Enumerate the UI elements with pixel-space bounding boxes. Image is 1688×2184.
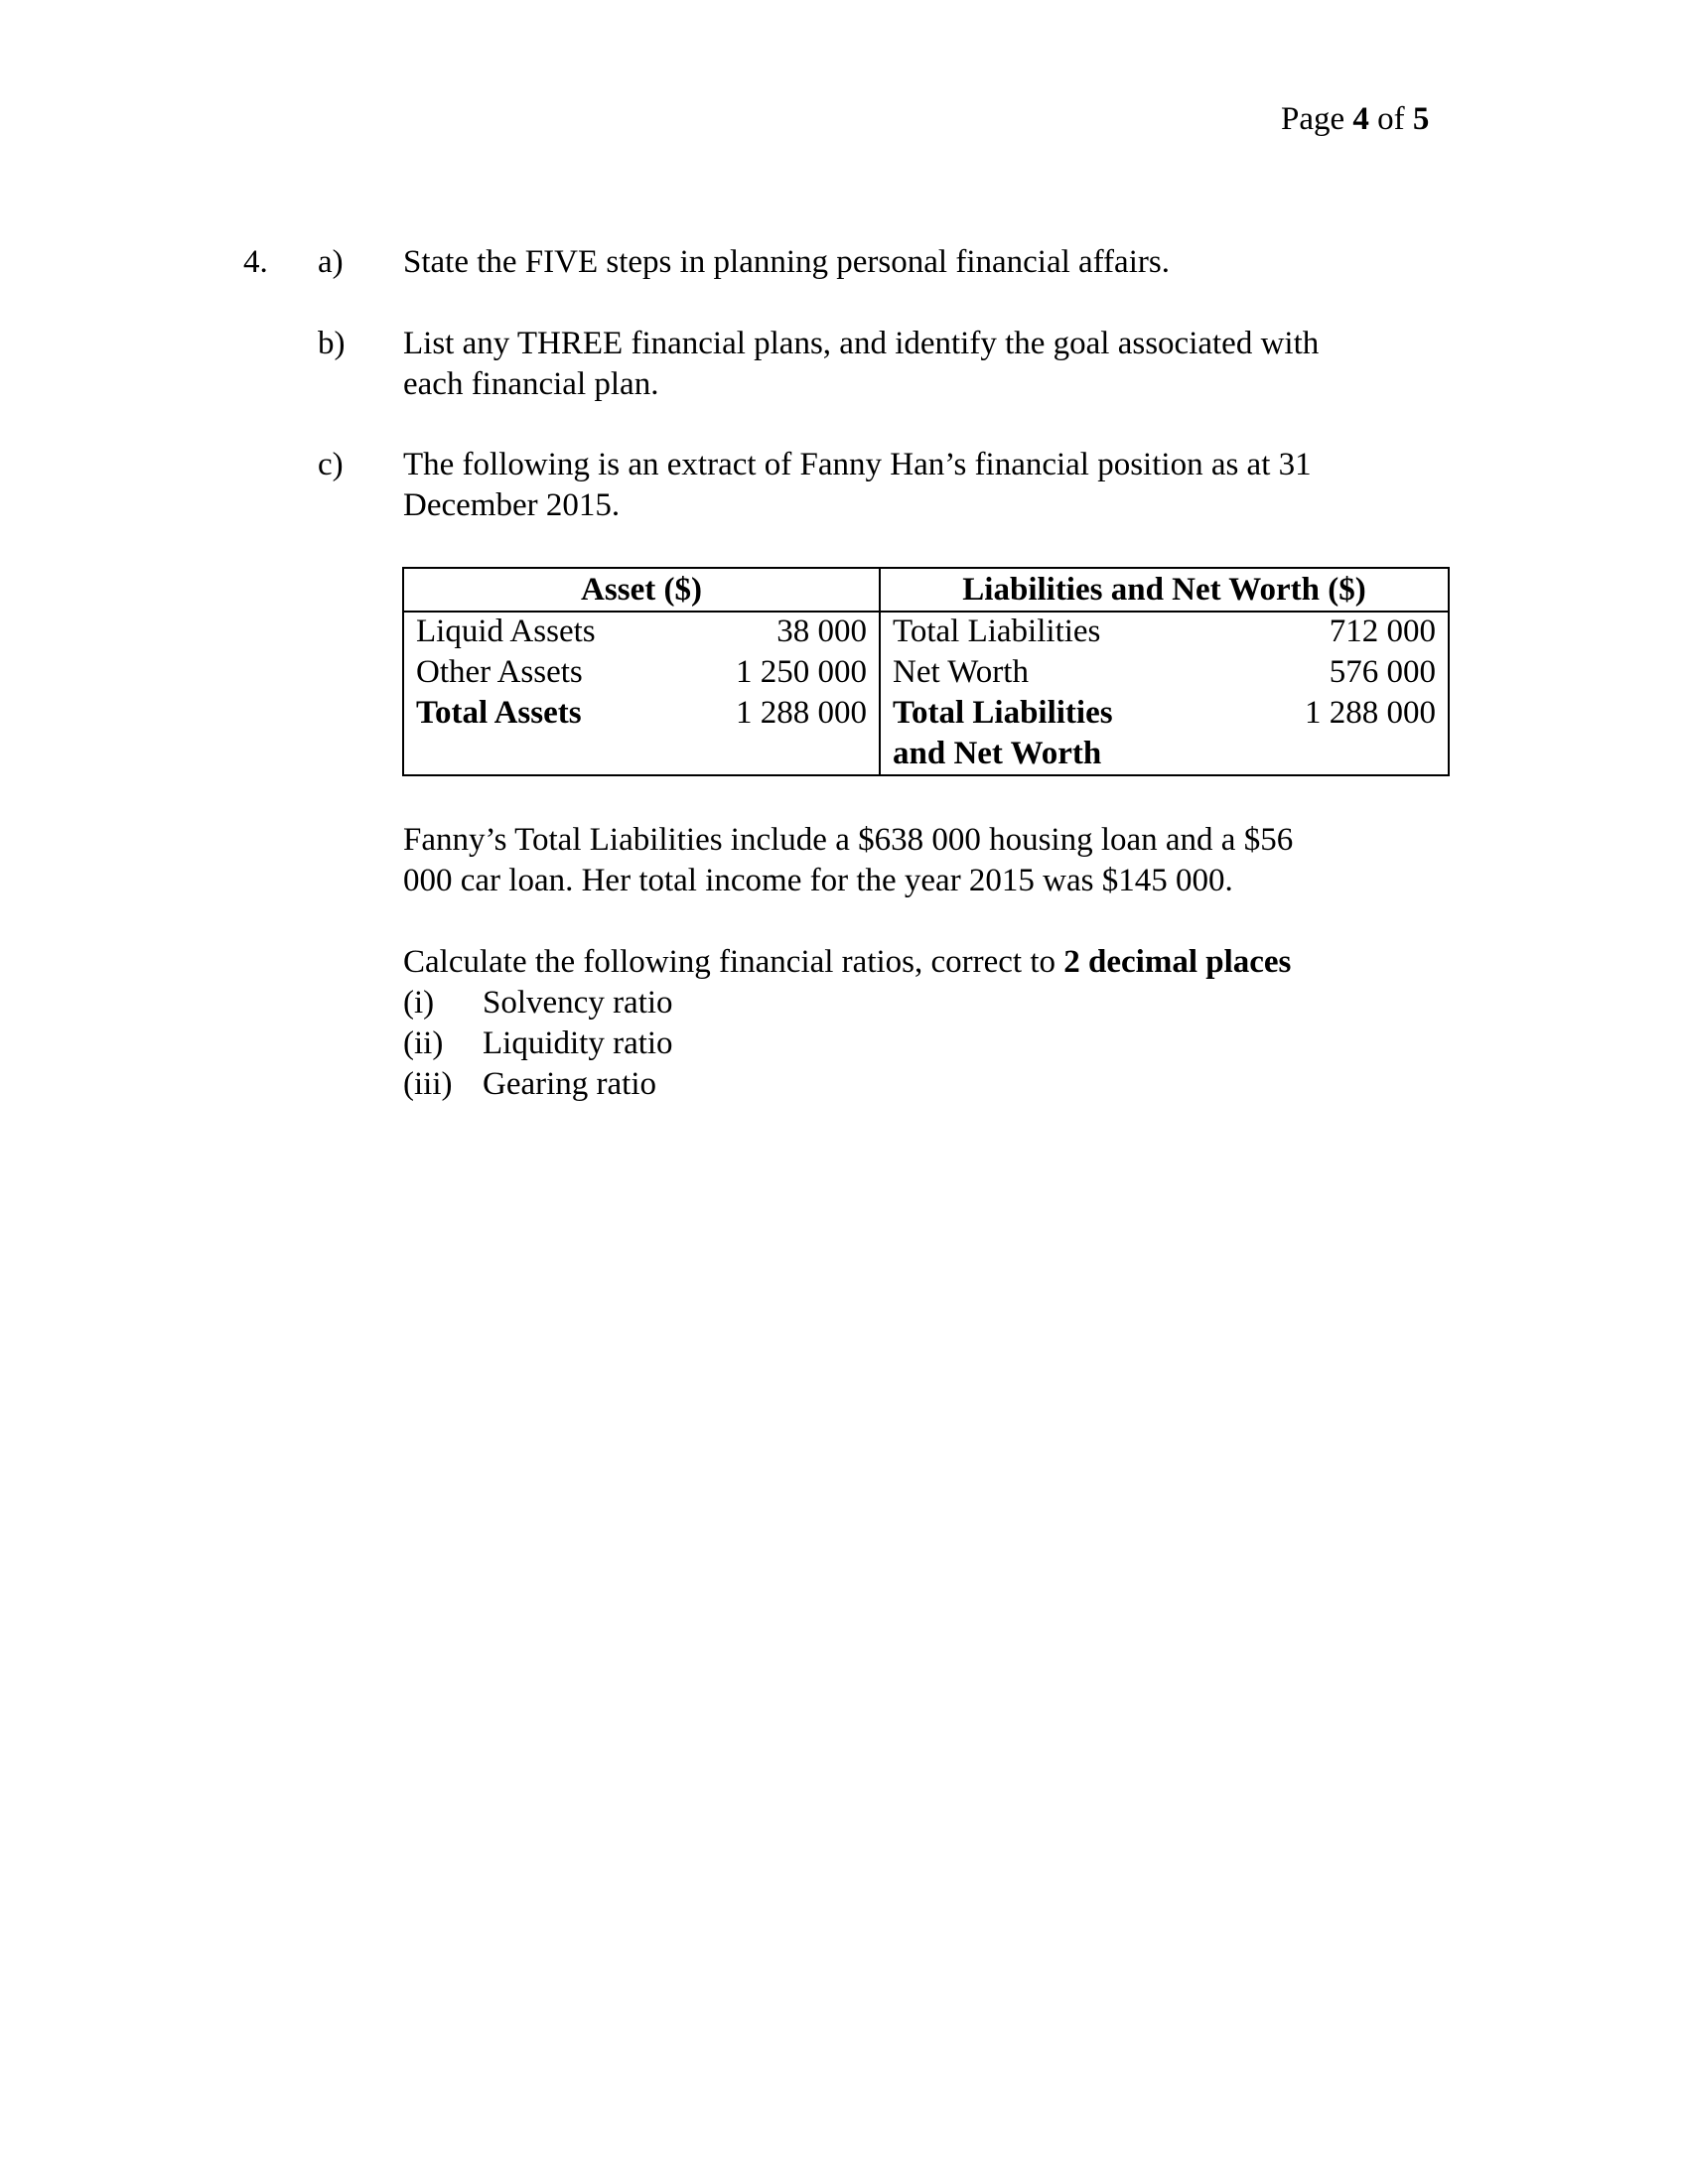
liability-value: 712 000 [1329, 614, 1436, 649]
ratio-label: Gearing ratio [483, 1066, 657, 1102]
total-liabilities-networth-label [893, 693, 1113, 774]
part-b-letter: b) [318, 326, 346, 361]
part-a-text: State the FIVE steps in planning personal financial affairs. [403, 244, 1170, 280]
table-row [416, 612, 867, 652]
ratio-label: Liquidity ratio [483, 1025, 673, 1061]
asset-value: 1 250 000 [736, 654, 867, 690]
asset-value: 38 000 [776, 614, 867, 649]
liability-label: Net Worth [893, 654, 1029, 690]
asset-label: Liquid Assets [416, 614, 596, 649]
note-line-1: Fanny’s Total Liabilities include a $638 000 housing loan and a $56 [403, 822, 1294, 858]
part-b-text [403, 324, 1319, 405]
total-label-line-1: Total Liabilities [893, 695, 1113, 731]
loan-note [403, 820, 1293, 901]
ratio-number: (iii) [403, 1066, 453, 1102]
total-liabilities-networth-value: 1 288 000 [1305, 695, 1436, 731]
ratio-number: (i) [403, 985, 435, 1021]
liabilities-column [881, 569, 1448, 774]
total-assets-value: 1 288 000 [736, 695, 867, 731]
part-b-line-2: each financial plan. [403, 366, 659, 402]
note-line-2: 000 car loan. Her total income for the year 2015 was $145 000. [403, 863, 1233, 898]
question-number: 4. [243, 244, 268, 280]
table-row [893, 612, 1436, 652]
calculate-instruction [403, 942, 1291, 983]
ratio-label: Solvency ratio [483, 985, 673, 1021]
liability-value: 576 000 [1329, 654, 1436, 690]
total-assets-label: Total Assets [416, 695, 582, 731]
calculate-emphasis: 2 decimal places [1063, 944, 1292, 980]
page-current: 4 [1352, 101, 1369, 137]
table-row [416, 652, 867, 693]
table-row [416, 693, 867, 734]
part-a-letter: a) [318, 244, 344, 280]
assets-header: Asset ($) [404, 569, 879, 613]
asset-label: Other Assets [416, 654, 583, 690]
liabilities-header: Liabilities and Net Worth ($) [881, 569, 1448, 613]
table-row [893, 693, 1436, 771]
part-c-text [403, 445, 1312, 526]
page-indicator [1281, 99, 1429, 140]
page-total: 5 [1412, 101, 1430, 137]
financial-position-table [402, 567, 1450, 776]
total-label-line-2: and Net Worth [893, 736, 1102, 771]
of-word: of [1377, 101, 1405, 137]
ratio-number: (ii) [403, 1025, 444, 1061]
calculate-intro-text: Calculate the following financial ratios, correct to [403, 944, 1064, 980]
page-word: Page [1281, 101, 1345, 137]
table-row [893, 652, 1436, 693]
part-c-letter: c) [318, 447, 344, 482]
part-c-line-1: The following is an extract of Fanny Han’s financial position as at 31 [403, 447, 1312, 482]
part-c-line-2: December 2015. [403, 487, 621, 523]
liability-label: Total Liabilities [893, 614, 1101, 649]
assets-column [404, 569, 881, 774]
part-b-line-1: List any THREE financial plans, and identify the goal associated with [403, 326, 1320, 361]
